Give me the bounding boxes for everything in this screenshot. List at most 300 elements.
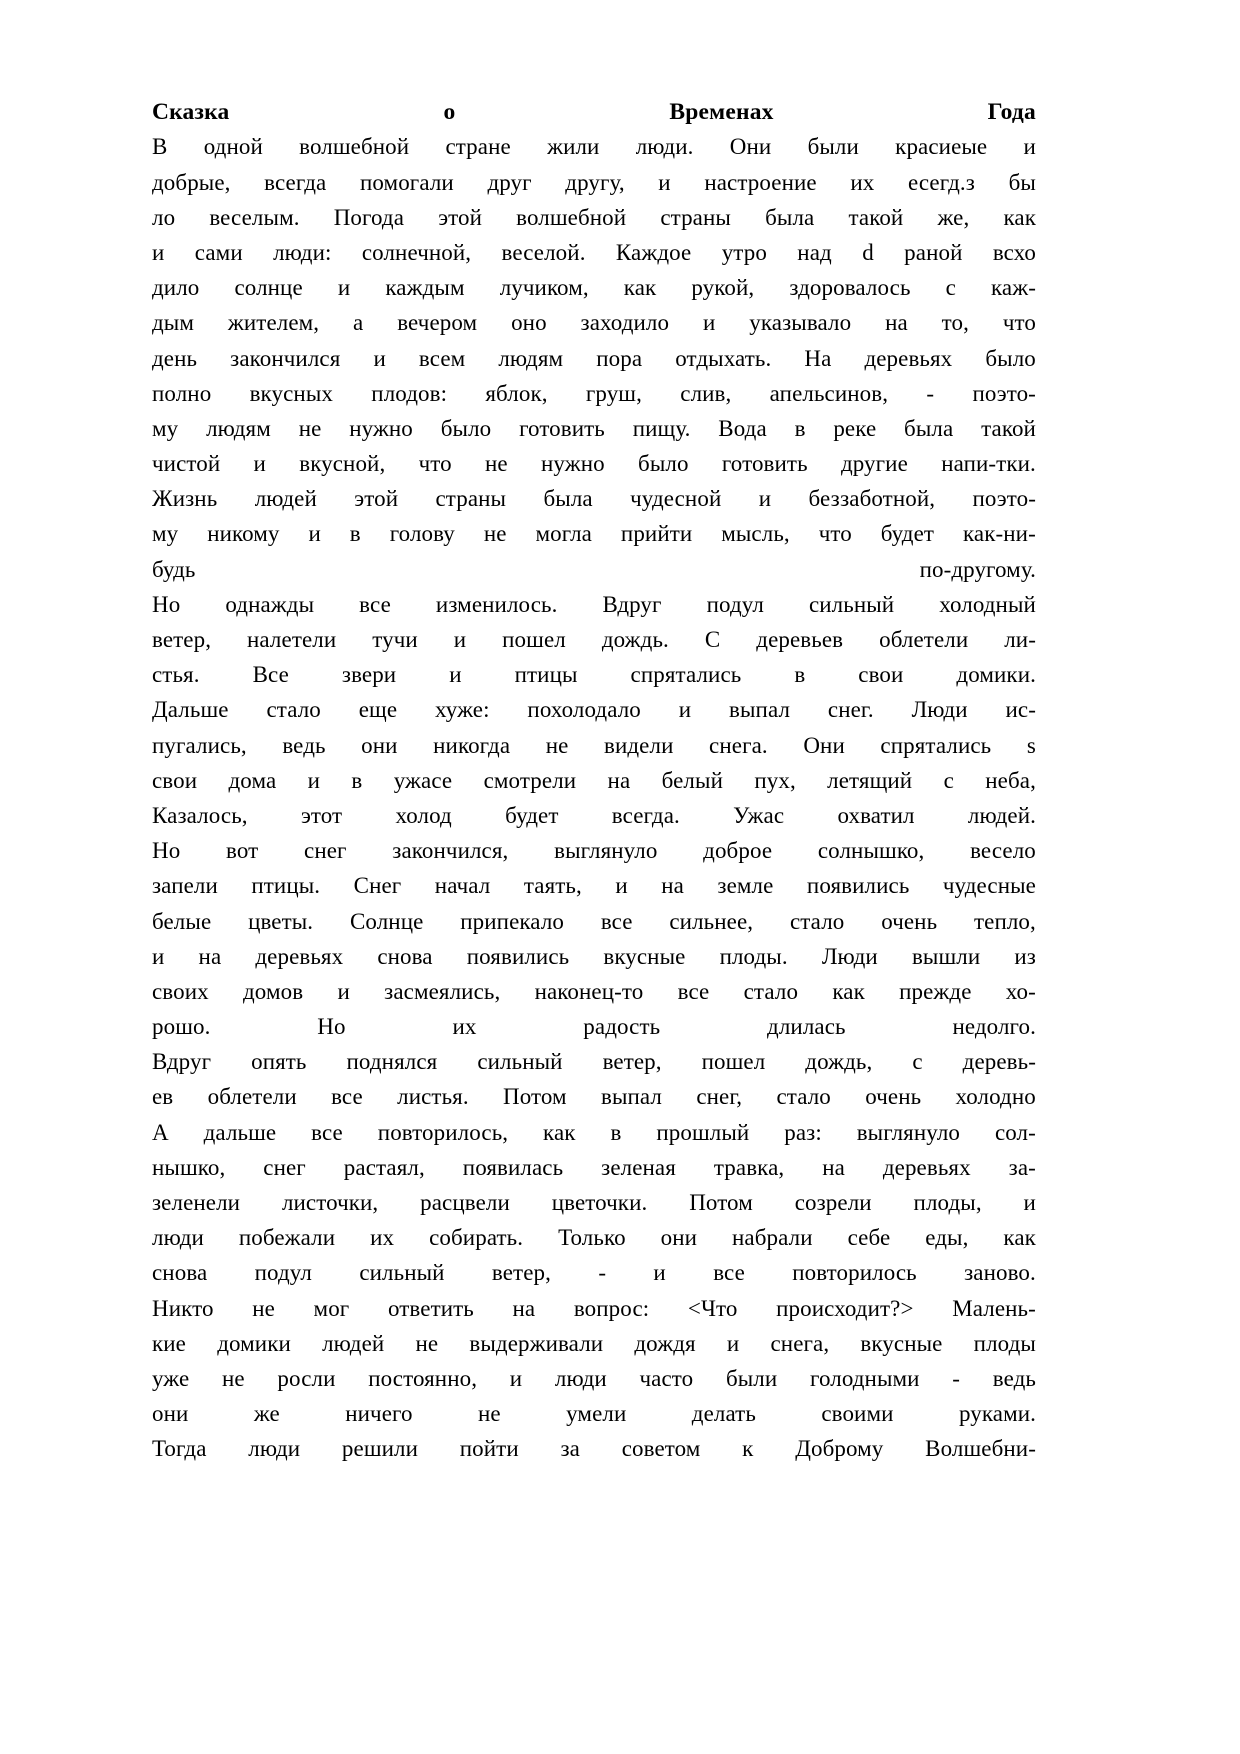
text-line bbox=[152, 1150, 1036, 1185]
word: как bbox=[832, 978, 865, 1004]
word: и bbox=[453, 627, 467, 652]
word: за bbox=[560, 1436, 580, 1462]
word: Каждое bbox=[615, 239, 692, 265]
word: закончился bbox=[230, 345, 341, 371]
word: звери bbox=[341, 662, 397, 688]
word: ничего bbox=[345, 1401, 413, 1427]
text-line bbox=[152, 1291, 1036, 1326]
word: полно bbox=[152, 380, 212, 406]
word: повторилось, bbox=[377, 1119, 509, 1145]
word: напи-тки. bbox=[941, 451, 1036, 477]
word: и bbox=[1023, 134, 1036, 160]
word: груш, bbox=[585, 380, 642, 406]
word: с bbox=[945, 275, 956, 301]
word: припекало bbox=[460, 908, 564, 934]
word: дождь, bbox=[805, 1049, 873, 1075]
word: на bbox=[885, 310, 908, 336]
word: веселой. bbox=[501, 239, 586, 265]
word: в bbox=[610, 1119, 622, 1145]
word: готовить bbox=[721, 451, 808, 477]
word: поэто- bbox=[972, 380, 1036, 406]
word: этой bbox=[438, 204, 483, 230]
word: сол- bbox=[994, 1119, 1036, 1145]
word: сами bbox=[194, 239, 243, 265]
text-line bbox=[152, 1044, 1036, 1079]
word: нышко, bbox=[152, 1154, 226, 1180]
word: Тогда bbox=[152, 1436, 207, 1462]
word: с bbox=[912, 1049, 923, 1075]
word: и bbox=[373, 345, 386, 371]
word: яблок, bbox=[485, 380, 548, 406]
word: появились bbox=[466, 943, 570, 969]
word: s bbox=[1026, 732, 1036, 758]
word: сильный bbox=[359, 1260, 445, 1286]
word: и bbox=[509, 1365, 523, 1391]
word: такой bbox=[848, 204, 904, 230]
word: цветы. bbox=[248, 908, 314, 934]
word: таять, bbox=[523, 873, 582, 899]
word: пух, bbox=[754, 767, 796, 793]
word: часто bbox=[639, 1365, 694, 1391]
word: стране bbox=[445, 134, 511, 160]
text-line bbox=[152, 868, 1036, 903]
word: своих bbox=[152, 978, 209, 1004]
word: же bbox=[253, 1401, 280, 1427]
word: жителем, bbox=[227, 310, 320, 336]
word: и bbox=[1023, 1190, 1036, 1215]
word: - bbox=[926, 380, 935, 406]
text-line bbox=[152, 165, 1036, 200]
word: их bbox=[452, 1014, 477, 1040]
word: снег, bbox=[696, 1084, 743, 1110]
text-line bbox=[152, 481, 1036, 516]
word: ветер, bbox=[491, 1260, 551, 1286]
word: прежде bbox=[899, 978, 972, 1004]
word: их bbox=[370, 1225, 395, 1251]
word: Волшебни- bbox=[925, 1436, 1036, 1462]
word: страны bbox=[660, 204, 731, 230]
word: все bbox=[600, 908, 633, 934]
text-line bbox=[152, 657, 1036, 692]
word: они bbox=[660, 1225, 698, 1251]
word: Погода bbox=[333, 204, 405, 230]
word: оно bbox=[511, 310, 547, 336]
word: деревь- bbox=[962, 1049, 1036, 1075]
word: солнечной, bbox=[361, 239, 472, 265]
word: утро bbox=[721, 239, 767, 265]
word: домов bbox=[243, 978, 304, 1004]
word: всегда bbox=[264, 169, 327, 195]
word: что bbox=[818, 521, 852, 547]
text-line bbox=[152, 692, 1036, 727]
word: лучиком, bbox=[499, 275, 589, 301]
word: однажды bbox=[225, 591, 315, 617]
word: дым bbox=[152, 310, 195, 336]
word: не bbox=[222, 1365, 245, 1391]
word: в bbox=[794, 415, 806, 441]
word: начал bbox=[434, 873, 491, 899]
word: всегда. bbox=[611, 802, 680, 828]
word: росли bbox=[277, 1365, 336, 1391]
word: всхо bbox=[992, 239, 1036, 265]
word: все bbox=[359, 591, 391, 617]
word: и bbox=[702, 310, 716, 336]
word: стало bbox=[266, 697, 321, 723]
text-line bbox=[152, 1396, 1036, 1431]
word: решили bbox=[341, 1436, 419, 1462]
word: Потом bbox=[689, 1190, 753, 1215]
word: людей bbox=[254, 486, 317, 512]
word: выглянуло bbox=[554, 838, 658, 864]
word: прийти bbox=[620, 521, 693, 547]
word: добрые, bbox=[152, 169, 231, 195]
word: Люди bbox=[821, 943, 878, 969]
word: веселым. bbox=[209, 204, 300, 230]
word: людям bbox=[206, 415, 271, 441]
word: никому bbox=[207, 521, 280, 547]
title-word: Года bbox=[987, 99, 1036, 125]
text-line bbox=[152, 552, 1036, 587]
word: происходит?> bbox=[776, 1295, 914, 1321]
word: людям bbox=[498, 345, 564, 371]
word: кие bbox=[152, 1330, 186, 1356]
word: Вдруг bbox=[152, 1049, 212, 1075]
word: пошел bbox=[701, 1049, 766, 1075]
word: люди: bbox=[273, 239, 332, 265]
word: что bbox=[418, 451, 452, 477]
word: Но bbox=[152, 591, 181, 617]
word: снега, bbox=[770, 1330, 830, 1356]
text-line bbox=[152, 1361, 1036, 1396]
word: расцвели bbox=[420, 1190, 510, 1215]
text-line bbox=[152, 270, 1036, 305]
word: неба, bbox=[985, 767, 1036, 793]
word: свои bbox=[858, 662, 904, 688]
word: дома bbox=[228, 767, 277, 793]
word: радость bbox=[583, 1014, 661, 1040]
word: деревьях bbox=[255, 943, 344, 969]
word: поднялся bbox=[346, 1049, 438, 1075]
text-line bbox=[152, 1079, 1036, 1114]
word: смотрели bbox=[483, 767, 577, 793]
word: будет bbox=[880, 521, 935, 547]
word: снова bbox=[377, 943, 433, 969]
word: снова bbox=[152, 1260, 208, 1286]
word: бы bbox=[1008, 169, 1036, 195]
text-line bbox=[152, 305, 1036, 340]
word: на bbox=[607, 767, 631, 793]
text-line bbox=[152, 1431, 1036, 1466]
word: рошо. bbox=[152, 1014, 211, 1040]
word: указывало bbox=[749, 310, 852, 336]
word: стало bbox=[743, 978, 799, 1004]
word: Снег bbox=[353, 873, 402, 899]
word: волшебной bbox=[299, 134, 410, 160]
word: снег bbox=[304, 838, 347, 864]
word: му bbox=[152, 521, 179, 547]
word: зеленели bbox=[152, 1190, 241, 1215]
word: отдыхать. bbox=[675, 345, 772, 371]
word: и bbox=[337, 275, 351, 301]
word: было bbox=[985, 345, 1036, 371]
word: своими bbox=[821, 1401, 894, 1427]
word: подул bbox=[706, 591, 764, 617]
word: а bbox=[353, 310, 364, 336]
word: всем bbox=[418, 345, 466, 371]
word: на bbox=[661, 873, 684, 899]
word: солнце bbox=[234, 275, 303, 301]
word: тепло, bbox=[973, 908, 1036, 934]
text-line bbox=[152, 1185, 1036, 1220]
word: - bbox=[598, 1260, 607, 1286]
word: людей. bbox=[967, 802, 1036, 828]
word: из bbox=[1014, 943, 1036, 969]
text-line bbox=[152, 833, 1036, 868]
word: заново. bbox=[964, 1260, 1036, 1286]
word: вечером bbox=[397, 310, 478, 336]
document-body bbox=[152, 129, 1036, 1466]
word: есегд.з bbox=[907, 169, 975, 195]
word: все bbox=[677, 978, 710, 1004]
word: была bbox=[904, 415, 954, 441]
word: как-ни- bbox=[963, 521, 1036, 547]
word: изменилось. bbox=[435, 591, 558, 617]
word: еды, bbox=[925, 1225, 969, 1251]
word: и bbox=[653, 1260, 666, 1286]
word: выдерживали bbox=[469, 1330, 604, 1356]
word: Солнце bbox=[349, 908, 424, 934]
word: такой bbox=[981, 415, 1036, 441]
text-line bbox=[152, 1115, 1036, 1150]
word: засмеялись, bbox=[384, 978, 501, 1004]
word: выглянуло bbox=[856, 1119, 961, 1145]
word: как bbox=[1003, 204, 1036, 230]
word: ветер, bbox=[602, 1049, 662, 1075]
word: красиеые bbox=[895, 134, 988, 160]
text-line bbox=[152, 129, 1036, 164]
word: очень bbox=[865, 1084, 922, 1110]
word: не bbox=[298, 415, 322, 441]
word: заходило bbox=[580, 310, 670, 336]
word: другу, bbox=[565, 169, 625, 195]
word: ев bbox=[152, 1084, 174, 1110]
word: к bbox=[742, 1436, 754, 1462]
word: их bbox=[850, 169, 875, 195]
word: холод bbox=[395, 802, 452, 828]
word: спрятались bbox=[880, 732, 992, 758]
word: созрели bbox=[794, 1190, 872, 1215]
word: чудесной bbox=[630, 486, 722, 512]
word: Они bbox=[803, 732, 845, 758]
word: каждым bbox=[385, 275, 465, 301]
word: хуже: bbox=[435, 697, 490, 723]
word: Ужас bbox=[733, 802, 785, 828]
word: в bbox=[349, 521, 361, 547]
word: и bbox=[758, 486, 772, 512]
word: все bbox=[311, 1119, 343, 1145]
word: была bbox=[765, 204, 815, 230]
text-line bbox=[152, 622, 1036, 657]
word: на bbox=[198, 943, 222, 969]
word: нужно bbox=[349, 415, 413, 441]
word: и bbox=[337, 978, 350, 1004]
word: дило bbox=[152, 275, 200, 301]
word: они bbox=[361, 732, 398, 758]
word: деревьев bbox=[756, 627, 844, 652]
word: стало bbox=[789, 908, 845, 934]
word: не bbox=[478, 1401, 501, 1427]
word: Все bbox=[252, 662, 289, 688]
word: стало bbox=[776, 1084, 831, 1110]
word: все bbox=[713, 1260, 745, 1286]
word: листочки, bbox=[281, 1190, 379, 1215]
word: то, bbox=[941, 310, 969, 336]
word: могла bbox=[535, 521, 592, 547]
word: как bbox=[543, 1119, 576, 1145]
word: летящий bbox=[827, 767, 913, 793]
word: этой bbox=[354, 486, 399, 512]
text-line bbox=[152, 974, 1036, 1009]
word: недолго. bbox=[952, 1014, 1036, 1040]
word: птицы bbox=[514, 662, 578, 688]
word: появились bbox=[806, 873, 910, 899]
word: ветер, bbox=[152, 627, 212, 652]
word: Малень- bbox=[952, 1295, 1036, 1321]
word: и bbox=[253, 451, 266, 477]
text-line bbox=[152, 728, 1036, 763]
word: люди bbox=[152, 1225, 204, 1251]
text-line bbox=[152, 411, 1036, 446]
word: деревьях bbox=[882, 1154, 971, 1180]
word: день bbox=[152, 345, 198, 371]
word: все bbox=[331, 1084, 363, 1110]
text-line bbox=[152, 798, 1036, 833]
word: Но bbox=[152, 838, 181, 864]
word: мог bbox=[313, 1295, 350, 1321]
text-line bbox=[152, 763, 1036, 798]
word: Только bbox=[558, 1225, 626, 1251]
word: же, bbox=[937, 204, 970, 230]
word: и bbox=[449, 662, 462, 688]
word: себе bbox=[847, 1225, 891, 1251]
word: Они bbox=[729, 134, 772, 160]
word: белые bbox=[152, 908, 212, 934]
word: и bbox=[658, 169, 671, 195]
word: раной bbox=[904, 239, 963, 265]
text-line bbox=[152, 1009, 1036, 1044]
word: реке bbox=[833, 415, 877, 441]
word: другие bbox=[840, 451, 908, 477]
word: они bbox=[152, 1401, 189, 1427]
word: Вода bbox=[718, 415, 767, 441]
word: облетели bbox=[879, 627, 969, 652]
text-line bbox=[152, 446, 1036, 481]
word: наконец-то bbox=[534, 978, 644, 1004]
word: побежали bbox=[238, 1225, 336, 1251]
word: ис- bbox=[1005, 697, 1036, 723]
word: повторилось bbox=[792, 1260, 917, 1286]
word: цветочки. bbox=[551, 1190, 648, 1215]
word: ли- bbox=[1004, 627, 1036, 652]
word: вкусные bbox=[860, 1330, 943, 1356]
word: будь bbox=[152, 556, 196, 582]
word: были bbox=[725, 1365, 778, 1391]
word: На bbox=[804, 345, 832, 371]
word: как bbox=[1003, 1225, 1036, 1251]
word: чистой bbox=[152, 451, 221, 477]
word: холодно bbox=[955, 1084, 1036, 1110]
word: было bbox=[440, 415, 492, 441]
word: деревьях bbox=[864, 345, 953, 371]
word: Жизнь bbox=[152, 486, 218, 512]
word: Казалось, bbox=[152, 802, 248, 828]
word: уже bbox=[152, 1365, 190, 1391]
word: апельсинов, bbox=[769, 380, 889, 406]
word: Потом bbox=[503, 1084, 567, 1110]
word: не bbox=[415, 1330, 439, 1356]
word: не bbox=[485, 451, 508, 477]
word: ужасе bbox=[393, 767, 453, 793]
word: Но bbox=[317, 1014, 346, 1040]
word: Доброму bbox=[795, 1436, 884, 1462]
word: А bbox=[152, 1119, 169, 1145]
word: никогда bbox=[433, 732, 511, 758]
word: холодный bbox=[939, 591, 1036, 617]
word: стья. bbox=[152, 662, 200, 688]
title-word: о bbox=[443, 99, 456, 125]
word: голодными bbox=[809, 1365, 920, 1391]
word: растаял, bbox=[343, 1154, 425, 1180]
word: этот bbox=[300, 802, 343, 828]
word: по-другому. bbox=[919, 556, 1036, 582]
word: и bbox=[152, 239, 165, 265]
word: руками. bbox=[958, 1401, 1036, 1427]
word: листья. bbox=[397, 1084, 469, 1110]
word: сильнее, bbox=[669, 908, 754, 934]
word: солнышко, bbox=[817, 838, 925, 864]
word: беззаботной, bbox=[808, 486, 936, 512]
word: весело bbox=[970, 838, 1036, 864]
word: <Что bbox=[687, 1295, 738, 1321]
text-line bbox=[152, 341, 1036, 376]
word: плоды. bbox=[719, 943, 788, 969]
word: советом bbox=[621, 1436, 701, 1462]
word: тучи bbox=[372, 627, 418, 652]
word: была bbox=[543, 486, 593, 512]
word: делать bbox=[691, 1401, 756, 1427]
word: пошел bbox=[502, 627, 566, 652]
word: вопрос: bbox=[573, 1295, 650, 1321]
word: пора bbox=[596, 345, 643, 371]
word: му bbox=[152, 415, 179, 441]
word: ло bbox=[152, 204, 176, 230]
word: и bbox=[307, 767, 321, 793]
word: вкусной, bbox=[299, 451, 386, 477]
text-line bbox=[152, 587, 1036, 622]
document-title bbox=[152, 98, 1036, 127]
word: и bbox=[726, 1330, 740, 1356]
word: С bbox=[704, 627, 721, 652]
word: дальше bbox=[203, 1119, 277, 1145]
word: ведь bbox=[992, 1365, 1036, 1391]
word: Дальше bbox=[152, 697, 229, 723]
word: что bbox=[1002, 310, 1036, 336]
word: поэто- bbox=[972, 486, 1036, 512]
word: настроение bbox=[704, 169, 817, 195]
word: ответить bbox=[387, 1295, 474, 1321]
text-line bbox=[152, 904, 1036, 939]
word: будет bbox=[505, 802, 559, 828]
